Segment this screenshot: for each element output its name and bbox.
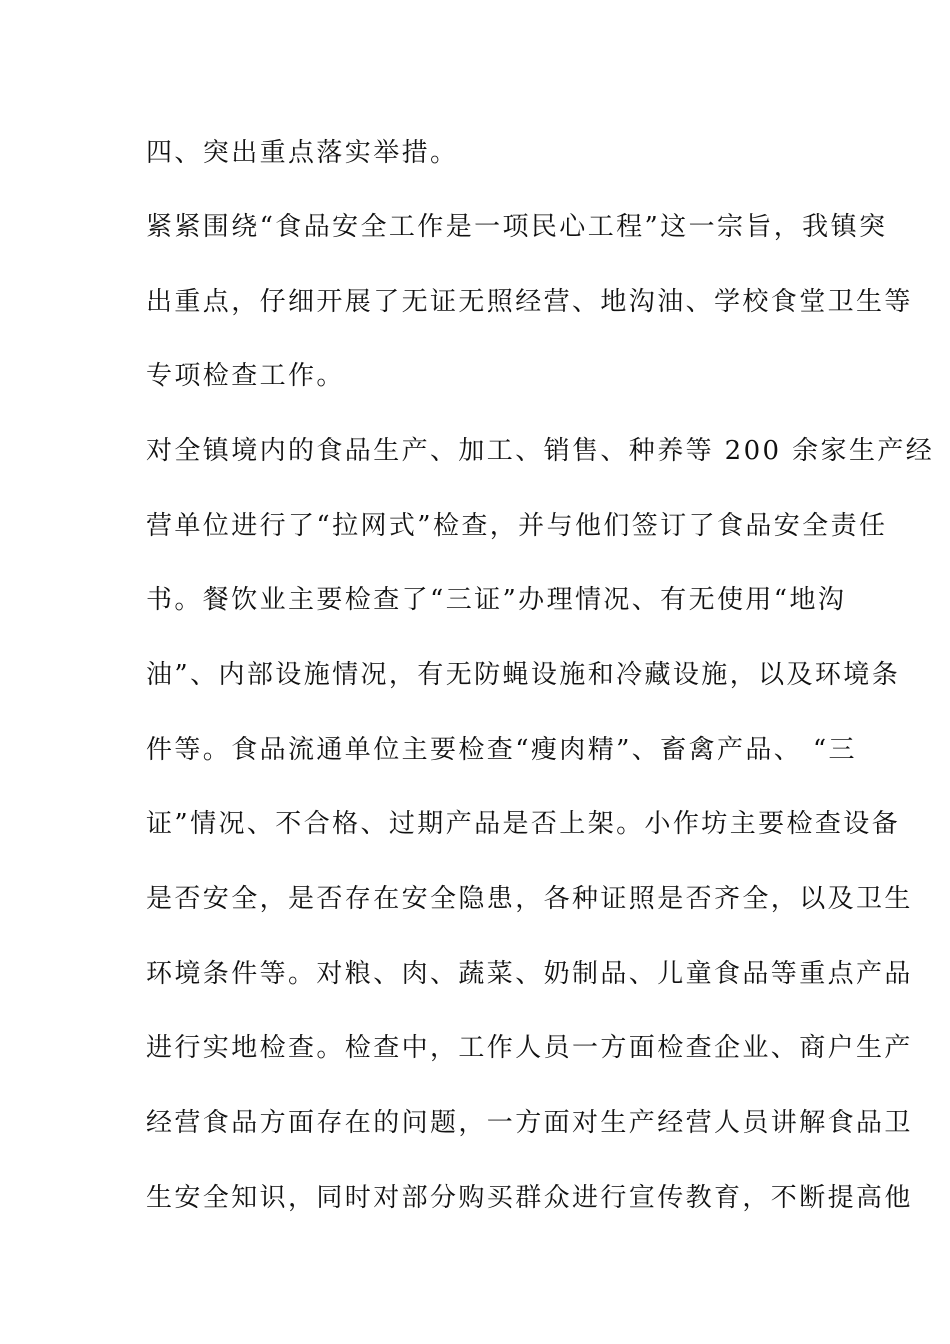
paragraph-line: 书。餐饮业主要检查了“三证”办理情况、有无使用“地沟: [146, 585, 847, 615]
paragraph-line: 专项检查工作。: [146, 361, 345, 391]
paragraph-line: 营单位进行了“拉网式”检查，并与他们签订了食品安全责任: [146, 511, 888, 541]
paragraph-line: 是否安全，是否存在安全隐患，各种证照是否齐全，以及卫生: [146, 884, 913, 914]
paragraph-line: 件等。食品流通单位主要检查“瘦肉精”、畜禽产品、 “三: [146, 735, 857, 765]
paragraph-line: 油”、内部设施情况，有无防蝇设施和冷藏设施，以及环境条: [146, 660, 901, 690]
paragraph-line: 紧紧围绕“食品安全工作是一项民心工程”这一宗旨，我镇突: [146, 212, 888, 242]
paragraph-line: 进行实地检查。检查中，工作人员一方面检查企业、商户生产: [146, 1033, 913, 1063]
paragraph-line: 生安全知识，同时对部分购买群众进行宣传教育，不断提高他: [146, 1183, 913, 1213]
paragraph-line: 出重点，仔细开展了无证无照经营、地沟油、学校食堂卫生等: [146, 287, 913, 317]
section-heading: 四、突出重点落实举措。: [146, 138, 459, 168]
paragraph-line: 证”情况、不合格、过期产品是否上架。小作坊主要检查设备: [146, 809, 901, 839]
paragraph-line: 经营食品方面存在的问题，一方面对生产经营人员讲解食品卫: [146, 1108, 913, 1138]
paragraph-line: 对全镇境内的食品生产、加工、销售、种养等 200 余家生产经: [146, 436, 935, 466]
paragraph-line: 环境条件等。对粮、肉、蔬菜、奶制品、儿童食品等重点产品: [146, 959, 913, 989]
